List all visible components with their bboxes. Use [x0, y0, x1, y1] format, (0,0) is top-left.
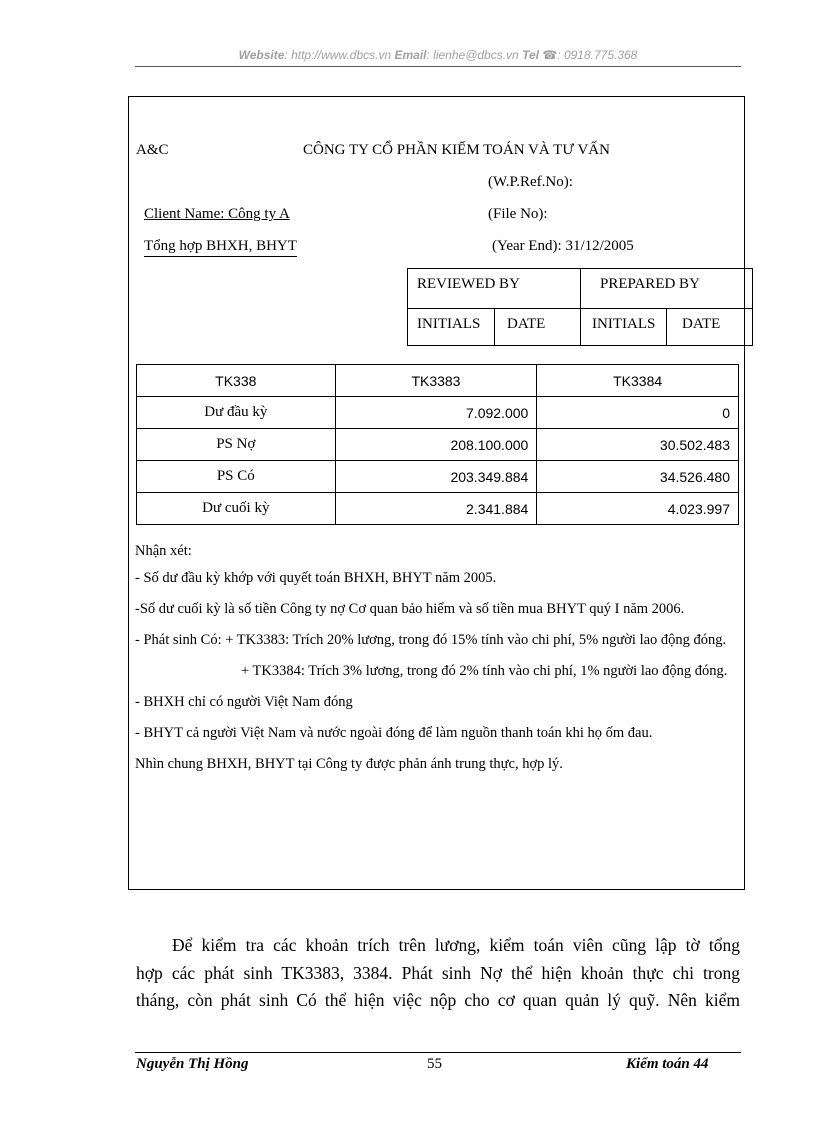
- page-header: [135, 48, 741, 62]
- row-label: Dư đầu kỳ: [137, 397, 336, 429]
- note-item: Nhìn chung BHXH, BHYT tại Công ty được phản ánh trung thực, hợp lý.: [135, 756, 563, 772]
- table-row: [137, 429, 739, 461]
- body-paragraph: [136, 932, 740, 1015]
- website-value: : http://www.dbcs.vn: [284, 48, 392, 62]
- signoff-divider: [408, 308, 752, 309]
- website-label: Website: [238, 48, 285, 62]
- company-name: CÔNG TY CỔ PHẦN KIỂM TOÁN VÀ TƯ VẤN: [303, 142, 610, 158]
- tel-value: : 0918.775.368: [557, 48, 638, 62]
- file-no-label: (File No):: [488, 206, 548, 222]
- note-item: - BHYT cả người Việt Nam và nước ngoài đóng để làm nguồn thanh toán khi họ ốm đau.: [135, 725, 653, 741]
- tk3384-value: 34.526.480: [537, 461, 739, 493]
- body-line: hợp các phát sinh TK3383, 3384. Phát sinh Nợ thể hiện khoản thực chi trong: [136, 962, 740, 983]
- header-rule: [135, 66, 741, 67]
- email-label: Email: [394, 48, 427, 62]
- page-number: 55: [427, 1056, 442, 1072]
- column-header: TK338: [137, 365, 336, 397]
- preparer-date-label: DATE: [682, 316, 721, 332]
- tk3383-value: 203.349.884: [335, 461, 537, 493]
- subject-title: Tổng hợp BHXH, BHYT: [144, 238, 297, 257]
- preparer-initials-label: INITIALS: [592, 316, 656, 332]
- tk3384-value: 30.502.483: [537, 429, 739, 461]
- ref-no-label: (W.P.Ref.No):: [488, 174, 573, 190]
- client-name: Client Name: Công ty A: [144, 206, 290, 222]
- account-summary-table: [136, 364, 739, 525]
- signoff-divider: [580, 269, 581, 345]
- row-label: PS Nợ: [137, 429, 336, 461]
- audit-notes: [135, 538, 738, 777]
- footer-author: Nguyễn Thị Hồng: [136, 1056, 249, 1072]
- note-item: - BHXH chỉ có người Việt Nam đóng: [135, 694, 353, 710]
- tel-label: Tel: [522, 48, 539, 62]
- footer-course: Kiểm toán 44: [626, 1056, 709, 1072]
- column-header: TK3383: [335, 365, 537, 397]
- reviewer-date-label: DATE: [507, 316, 546, 332]
- note-item: + TK3384: Trích 3% lương, trong đó 2% tính vào chi phí, 1% người lao động đóng.: [241, 663, 728, 679]
- signoff-divider: [666, 308, 667, 345]
- notes-heading: Nhận xét:: [135, 543, 192, 559]
- table-row: [137, 493, 739, 525]
- reviewer-initials-label: INITIALS: [417, 316, 481, 332]
- tk3383-value: 2.341.884: [335, 493, 537, 525]
- table-row: [137, 397, 739, 429]
- tk3383-value: 208.100.000: [335, 429, 537, 461]
- table-row: [137, 461, 739, 493]
- footer-rule: [135, 1052, 741, 1053]
- note-item: -Số dư cuối kỳ là số tiền Công ty nợ Cơ quan bảo hiểm và số tiền mua BHYT quý I năm 2006.: [135, 601, 685, 617]
- signoff-divider: [494, 308, 495, 345]
- note-item: - Phát sinh Có: + TK3383: Trích 20% lương, trong đó 15% tính vào chi phí, 5% người lao động đóng.: [135, 632, 727, 648]
- email-value: : lienhe@dbcs.vn: [426, 48, 519, 62]
- firm-name: A&C: [136, 142, 169, 158]
- prepared-by-label: PREPARED BY: [600, 276, 700, 292]
- body-line: tháng, còn phát sinh Có thể hiện việc nộp cho cơ quan quản lý quỹ. Nên kiểm: [136, 990, 740, 1010]
- tk3383-value: 7.092.000: [335, 397, 537, 429]
- signoff-grid: [407, 268, 753, 346]
- row-label: Dư cuối kỳ: [137, 493, 336, 525]
- year-end: (Year End): 31/12/2005: [492, 238, 634, 254]
- body-line: Để kiểm tra các khoản trích trên lương, kiểm toán viên cũng lập tờ tổng: [172, 935, 740, 955]
- reviewed-by-label: REVIEWED BY: [417, 276, 520, 292]
- row-label: PS Có: [137, 461, 336, 493]
- table-header-row: [137, 365, 739, 397]
- phone-icon: ☎: [542, 48, 558, 62]
- tk3384-value: 0: [537, 397, 739, 429]
- column-header: TK3384: [537, 365, 739, 397]
- tk3384-value: 4.023.997: [537, 493, 739, 525]
- note-item: - Số dư đầu kỳ khớp với quyết toán BHXH, BHYT năm 2005.: [135, 570, 497, 586]
